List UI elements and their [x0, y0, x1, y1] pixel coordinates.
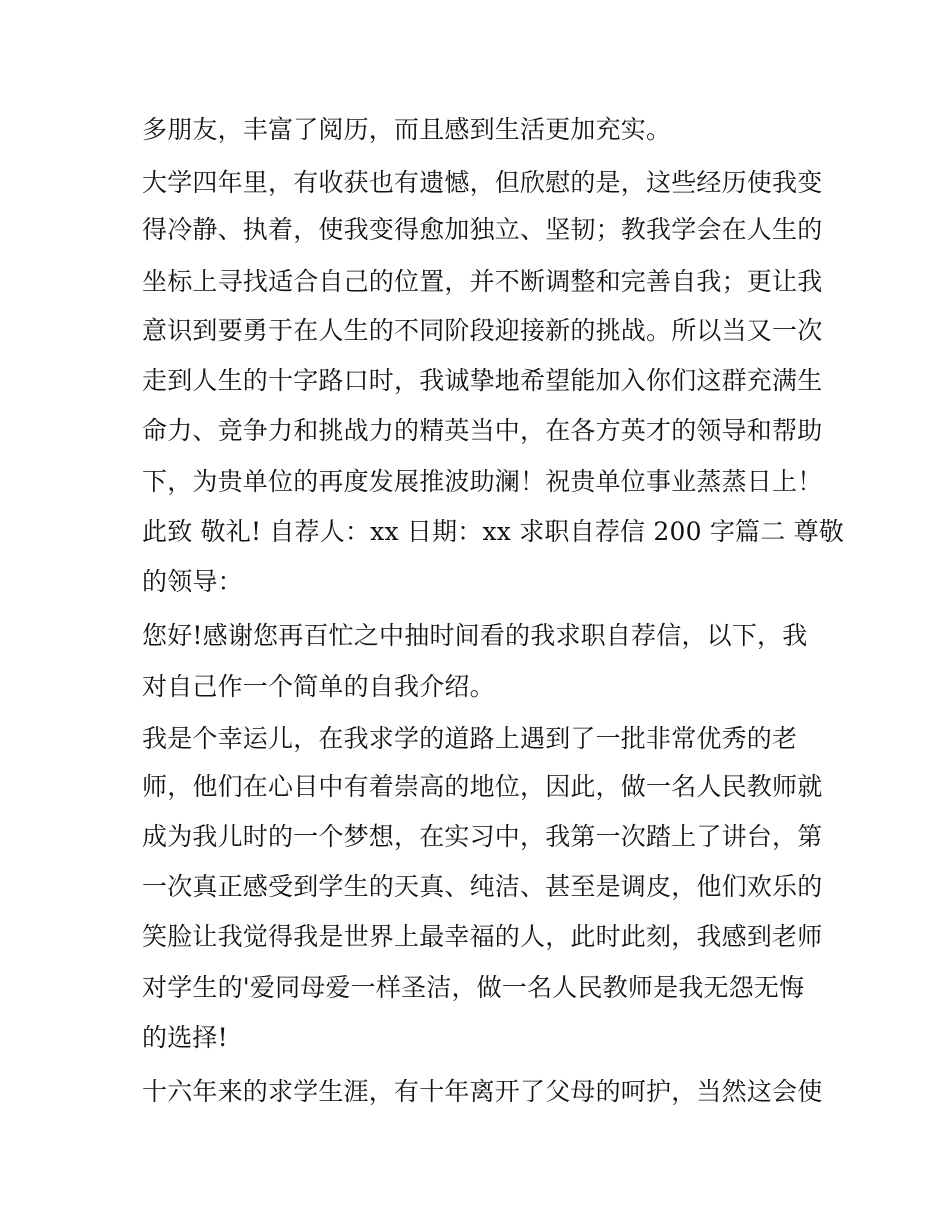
text-line: 师，他们在心目中有着崇高的地位，因此，做一名人民教师就	[142, 772, 823, 801]
text-line: 十六年来的求学生涯，有十年离开了父母的呵护，当然这会使	[142, 1077, 823, 1106]
text-line: 对自己作一个简单的自我介绍。	[142, 672, 495, 701]
text-line: 走到人生的十字路口时，我诚挚地希望能加入你们这群充满生	[142, 366, 823, 395]
text-line: 大学四年里，有收获也有遗憾，但欣慰的是，这些经历使我变	[142, 168, 823, 197]
text-line: 多朋友，丰富了阅历，而且感到生活更加充实。	[142, 115, 672, 144]
text-line: 您好!感谢您再百忙之中抽时间看的我求职自荐信，以下，我	[142, 621, 808, 650]
text-line: 我是个幸运儿，在我求学的道路上遇到了一批非常优秀的老	[142, 724, 798, 753]
text-line: 对学生的'爱同母爱一样圣洁，做一名人民教师是我无怨无悔	[142, 973, 805, 1002]
text-line: 的选择!	[142, 1023, 228, 1052]
text-line: 笑脸让我觉得我是世界上最幸福的人，此时此刻，我感到老师	[142, 922, 823, 951]
text-line: 一次真正感受到学生的天真、纯洁、甚至是调皮，他们欢乐的	[142, 872, 823, 901]
text-line: 成为我儿时的一个梦想，在实习中，我第一次踏上了讲台，第	[142, 822, 823, 851]
text-line: 命力、竞争力和挑战力的精英当中，在各方英才的领导和帮助	[142, 416, 823, 445]
text-line: 下，为贵单位的再度发展推波助澜！祝贵单位事业蒸蒸日上！	[142, 467, 823, 496]
text-line: 此致 敬礼! 自荐人：xx 日期：xx 求职自荐信 200 字篇二 尊敬	[142, 517, 844, 546]
text-line: 得冷静、执着，使我变得愈加独立、坚韧；教我学会在人生的	[142, 215, 823, 244]
text-line: 的领导：	[142, 567, 243, 596]
text-line: 意识到要勇于在人生的不同阶段迎接新的挑战。所以当又一次	[142, 316, 823, 345]
text-line: 坐标上寻找适合自己的位置，并不断调整和完善自我；更让我	[142, 267, 823, 296]
